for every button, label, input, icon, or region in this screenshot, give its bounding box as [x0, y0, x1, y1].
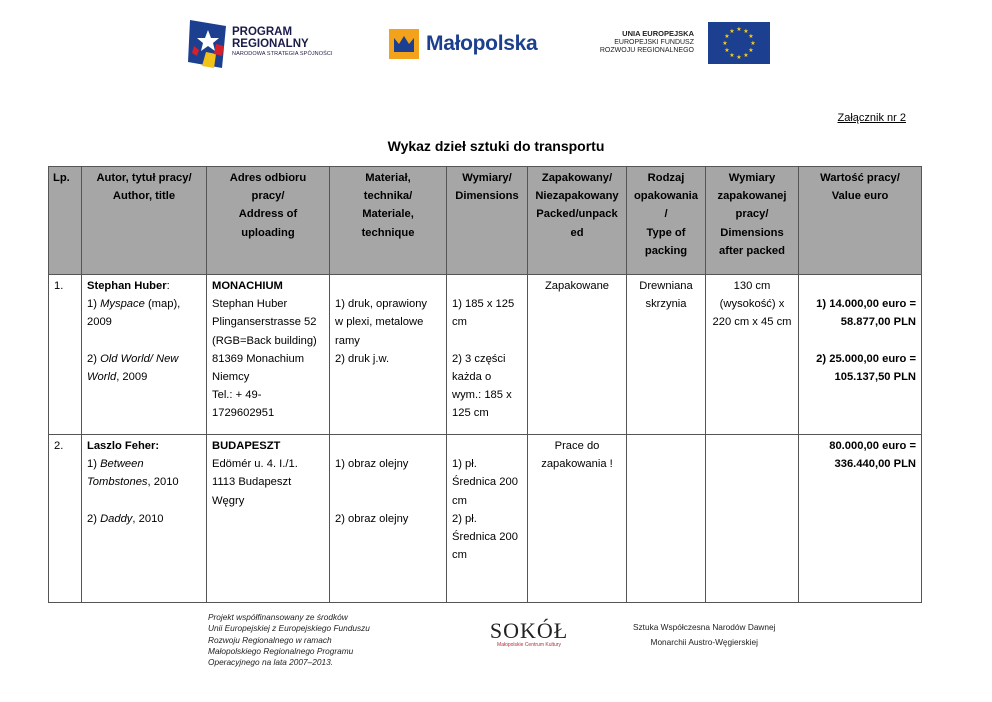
- row2-packing: [627, 435, 706, 603]
- header-packing: Rodzaj opakowania / Type of packing: [627, 167, 706, 275]
- artworks-table: [48, 166, 922, 603]
- table-header-row: [49, 167, 922, 275]
- svg-text:★: ★: [736, 54, 742, 61]
- row2-author: Laszlo Feher: 1) Between Tombstones, 2010 2) Daddy, 2010: [82, 435, 207, 603]
- row1-packed-dims: 130 cm (wysokość) x 220 cm x 45 cm: [706, 275, 799, 435]
- program-line1: PROGRAM: [232, 26, 293, 38]
- svg-text:★: ★: [724, 33, 730, 40]
- row2-value: 80.000,00 euro = 336.440,00 PLN: [799, 435, 922, 603]
- header-address: Adres odbioru pracy/ Address of uploading: [207, 167, 330, 275]
- eu-logo: [590, 22, 770, 70]
- row1-packing: Drewniana skrzynia: [627, 275, 706, 435]
- footer-cofinancing-note: Projekt współfinansowany ze środków Unii Europejskiej z Europejskiego Funduszu Rozwoju Regionalnego w ramach Małopolskiego Regionalnego Programu Operacyjnego na lata 2007–2013.: [208, 612, 370, 668]
- malopolska-crown-icon: [388, 28, 420, 60]
- row2-packed-dims: [706, 435, 799, 603]
- row2-material: 1) obraz olejny 2) obraz olejny: [330, 435, 447, 603]
- header-dimensions: Wymiary/ Dimensions: [447, 167, 528, 275]
- svg-text:★: ★: [748, 33, 754, 40]
- footer-project-name: Sztuka Współczesna Narodów Dawnej Monarchii Austro-Węgierskiej: [633, 622, 776, 647]
- svg-text:★: ★: [736, 26, 742, 33]
- eu-line2: EUROPEJSKI FUNDUSZ: [614, 38, 694, 46]
- eu-line1: UNIA EUROPEJSKA: [622, 29, 694, 38]
- row1-value: 1) 14.000,00 euro = 58.877,00 PLN 2) 25.000,00 euro = 105.137,50 PLN: [799, 275, 922, 435]
- eu-flag-icon: [708, 22, 770, 64]
- header-logos: [0, 14, 992, 74]
- header-value: Wartość pracy/ Value euro: [799, 167, 922, 275]
- sokol-name: SOKÓŁ: [489, 618, 569, 643]
- header-author: Autor, tytuł pracy/ Author, title: [82, 167, 207, 275]
- annex-label: Załącznik nr 2: [837, 112, 906, 124]
- row1-author: Stephan Huber: 1) Myspace (map), 2009 2) Old World/ New World, 2009: [82, 275, 207, 435]
- svg-text:★: ★: [722, 40, 728, 47]
- row1-lp: 1.: [49, 275, 82, 435]
- row2-dimensions: 1) pł. Średnica 200 cm 2) pł. Średnica 200 cm: [447, 435, 528, 603]
- svg-text:★: ★: [729, 28, 735, 35]
- program-regionalny-logo: [186, 16, 356, 74]
- row1-material: 1) druk, oprawiony w plexi, metalowe ramy 2) druk j.w.: [330, 275, 447, 435]
- row2-lp: 2.: [49, 435, 82, 603]
- table-row: [49, 275, 922, 435]
- svg-text:★: ★: [729, 52, 735, 59]
- header-packed-dims: Wymiary zapakowanej pracy/ Dimensions after packed: [706, 167, 799, 275]
- row1-address: MONACHIUM Stephan Huber Plinganserstrasse 52 (RGB=Back building) 81369 Monachium Niemcy Tel.: + 49- 1729602951: [207, 275, 330, 435]
- sokol-subtitle: Małopolskie Centrum Kultury: [497, 642, 561, 648]
- header-material: Materiał, technika/ Materiale, technique: [330, 167, 447, 275]
- malopolska-text: Małopolska: [426, 32, 538, 55]
- program-subtitle: NARODOWA STRATEGIA SPÓJNOŚCI: [232, 51, 333, 57]
- header-lp: Lp.: [49, 167, 82, 275]
- svg-text:★: ★: [750, 40, 756, 47]
- row1-dimensions: 1) 185 x 125 cm 2) 3 części każda o wym.: 185 x 125 cm: [447, 275, 528, 435]
- program-regionalny-text: [232, 26, 333, 57]
- svg-text:★: ★: [743, 28, 749, 35]
- row2-packed: Prace do zapakowania !: [528, 435, 627, 603]
- document-title: Wykaz dzieł sztuki do transportu: [387, 138, 605, 154]
- svg-text:★: ★: [743, 52, 749, 59]
- eu-text: [600, 30, 694, 56]
- eu-line3: ROZWOJU REGIONALNEGO: [599, 47, 694, 54]
- program-line2: REGIONALNY: [232, 38, 309, 50]
- program-regionalny-emblem-icon: [186, 16, 230, 74]
- svg-text:★: ★: [724, 47, 730, 54]
- malopolska-logo: [388, 28, 548, 62]
- footer: [0, 612, 992, 682]
- table-row: [49, 435, 922, 603]
- row1-packed: Zapakowane: [528, 275, 627, 435]
- row2-address: BUDAPESZT Edömér u. 4. I./1. 1113 Budapeszt Węgry: [207, 435, 330, 603]
- svg-text:★: ★: [748, 47, 754, 54]
- sokol-logo: [484, 618, 574, 648]
- header-packed: Zapakowany/ Niezapakowany Packed/unpack ed: [528, 167, 627, 275]
